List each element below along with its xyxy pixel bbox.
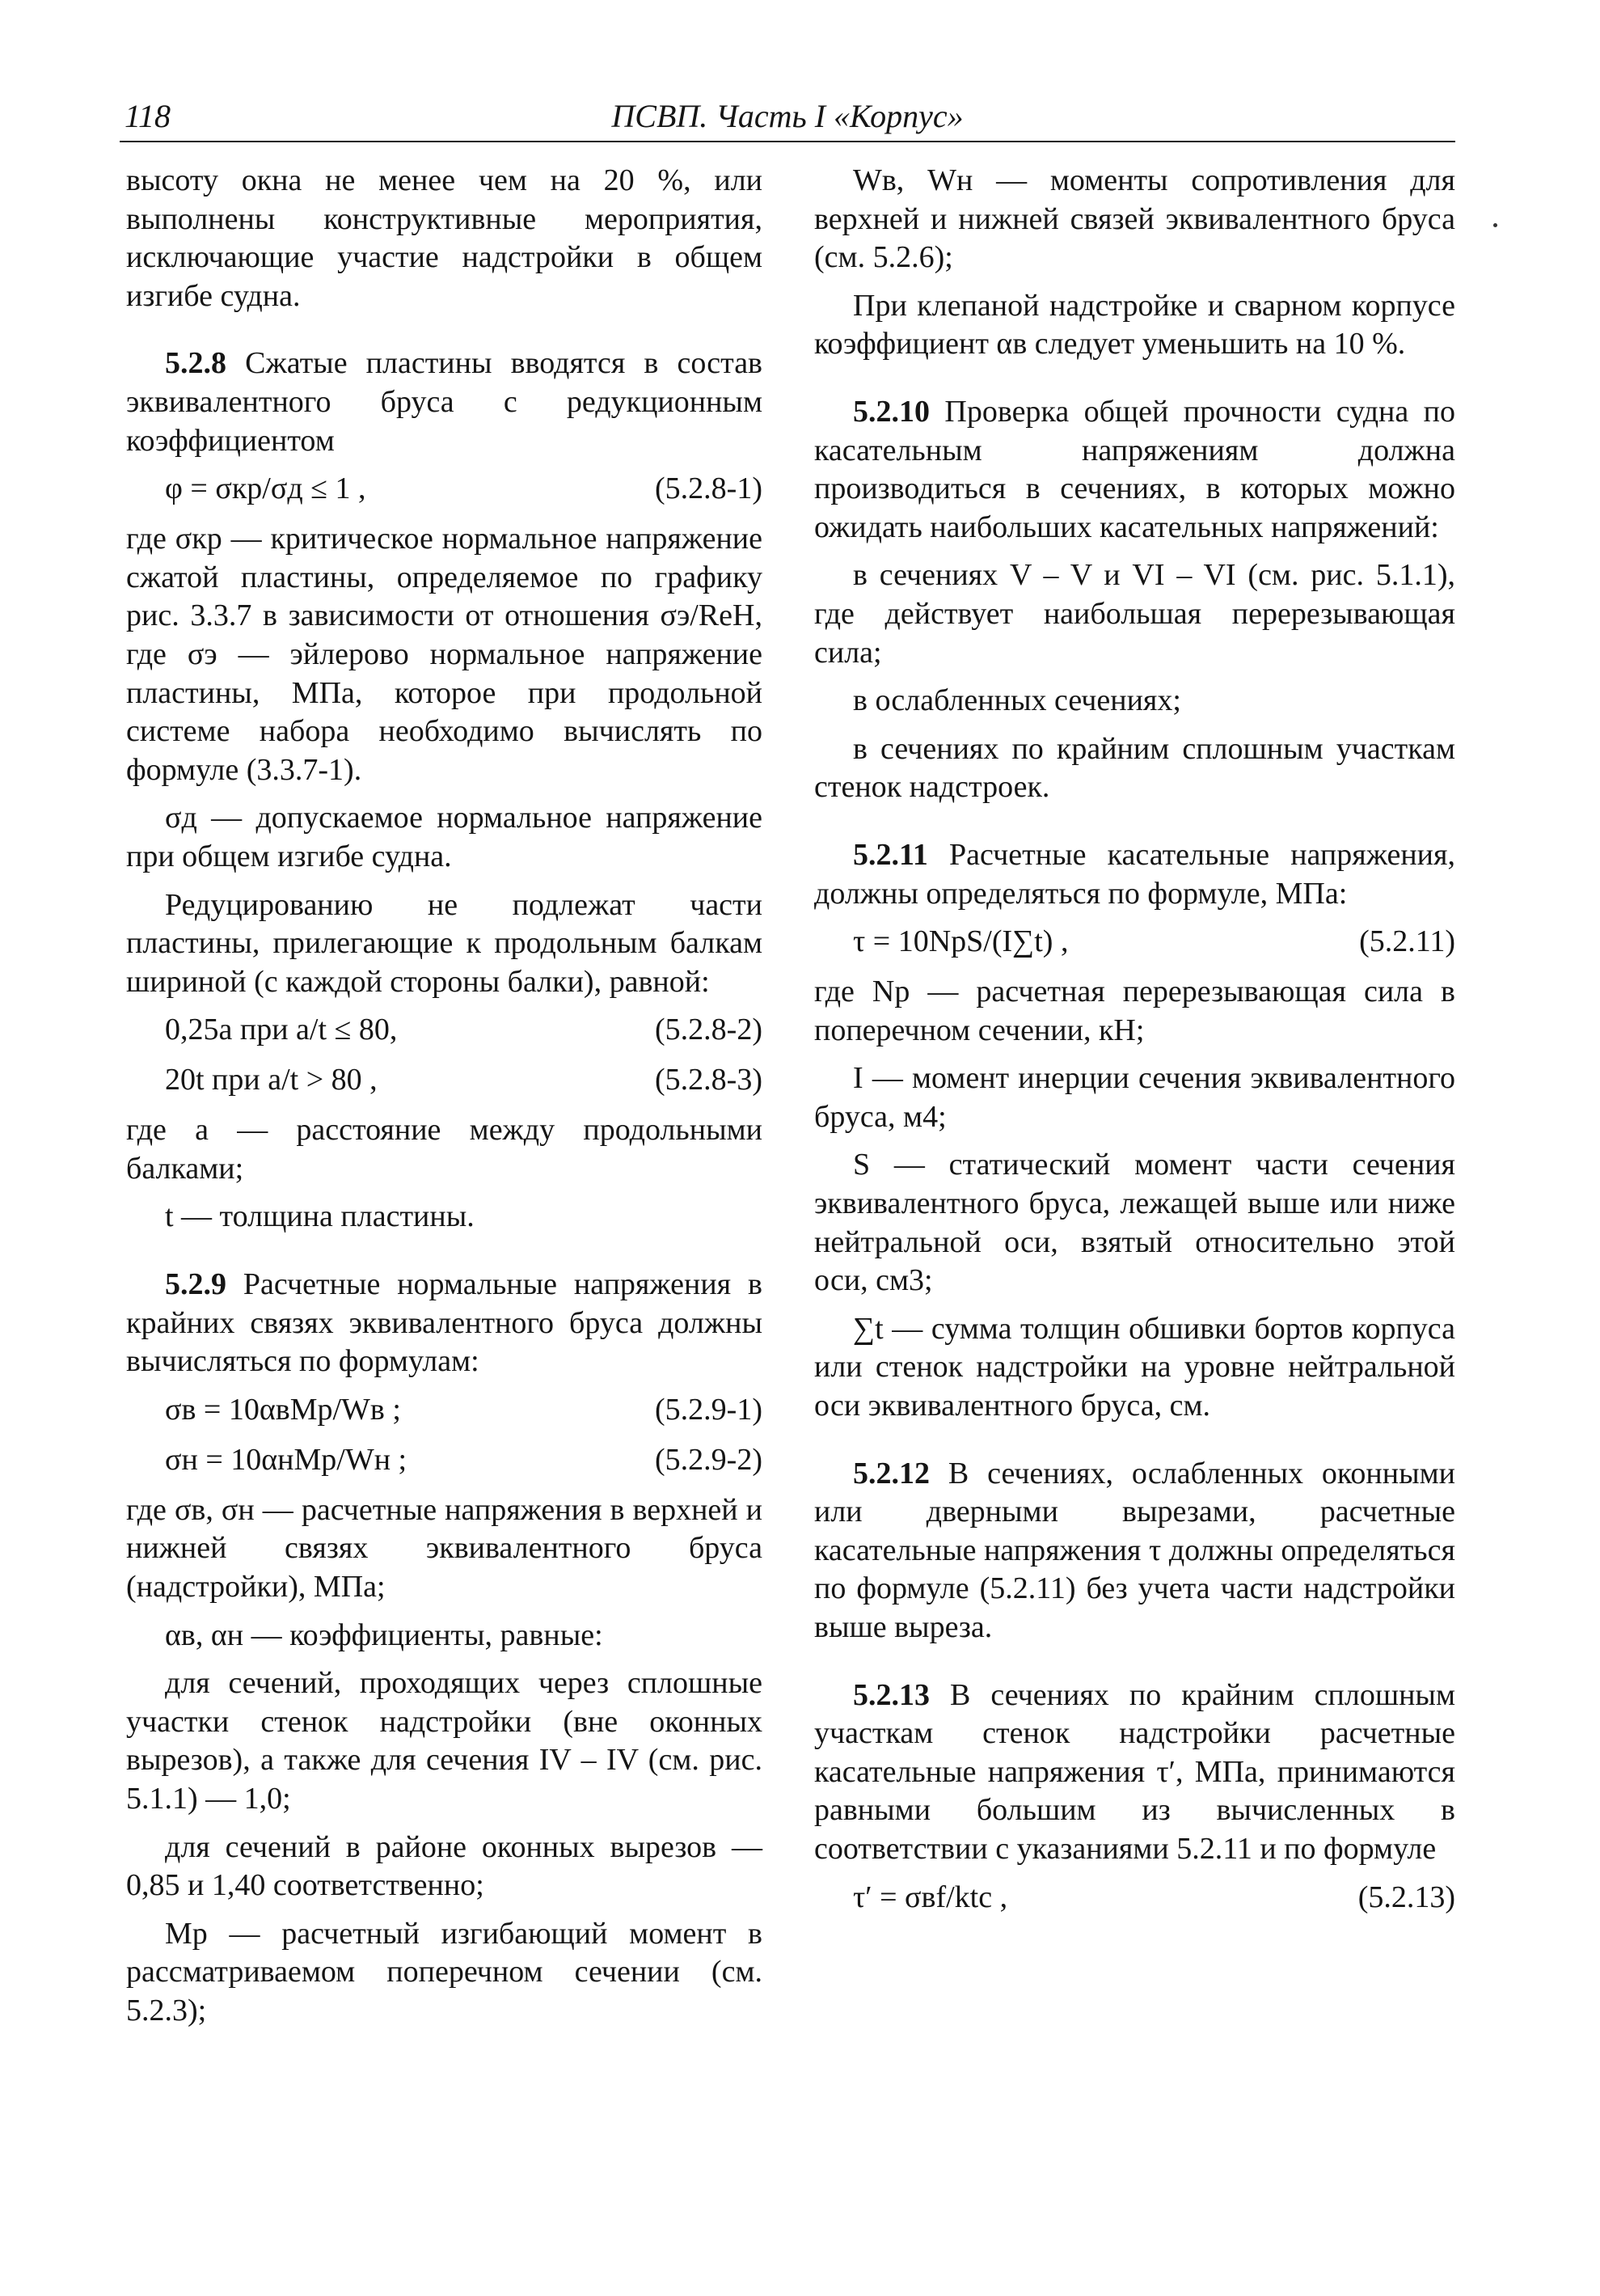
paragraph-static-moment: S — статический момент части сечения эквивалентного бруса, лежащей выше или ниже нейтральной оси, взятый относительно этой оси, см3;	[814, 1148, 1455, 1298]
section-5-2-9	[126, 1266, 762, 1381]
formula-5-2-8-3	[126, 1061, 762, 1101]
paragraph-bending-moment: Mр — расчетный изгибающий момент в рассматриваемом поперечном сечении (см. 5.2.3);	[126, 1916, 762, 2027]
formula-expression: 20t при a/t > 80 ,	[165, 1063, 378, 1097]
section-5-2-12	[814, 1455, 1455, 1647]
formula-5-2-9-1	[126, 1391, 762, 1431]
page-header	[120, 94, 1455, 142]
section-number: 5.2.11	[853, 837, 928, 872]
section-number: 5.2.12	[853, 1456, 930, 1490]
section-text: В сечениях по крайним сплошным участкам стенок надстройки расчетные касательные напряжения τ′, МПа, принимаются равными большим из вычисленных в соответствии с указаниями 5.2.11 и по формуле	[814, 1677, 1455, 1866]
formula-5-2-13	[814, 1879, 1455, 1919]
section-number: 5.2.9	[165, 1267, 226, 1302]
formula-5-2-8-2	[126, 1011, 762, 1051]
section-5-2-11	[814, 836, 1455, 913]
paragraph-sections-v-vi: в сечениях V – V и VI – VI (см. рис. 5.1.1), где действует наибольшая перерезывающая сила;	[814, 558, 1455, 670]
section-5-2-10	[814, 393, 1455, 547]
formula-5-2-11	[814, 923, 1455, 963]
section-number: 5.2.13	[853, 1677, 930, 1712]
paragraph-design-stresses: где σв, σн — расчетные напряжения в верхней и нижней связях эквивалентного бруса (надстройки), МПа;	[126, 1492, 762, 1605]
formula-expression: 0,25a при a/t ≤ 80,	[165, 1013, 398, 1047]
paragraph-section-moduli: Wв, Wн — моменты сопротивления для верхней и нижней связей эквивалентного бруса (см. 5.2.6);	[814, 163, 1455, 275]
section-text: В сечениях, ослабленных оконными или дверными вырезами, расчетные касательные напряжения τ должны определяться по формуле (5.2.11) без учета части надстройки выше выреза.	[814, 1456, 1456, 1644]
scan-speck	[1493, 223, 1497, 227]
section-number: 5.2.8	[165, 346, 226, 381]
right-column	[814, 162, 1455, 1929]
formula-number: (5.2.8-2)	[655, 1013, 762, 1047]
paragraph-thickness-t: t — толщина пластины.	[165, 1199, 475, 1234]
formula-number: (5.2.9-1)	[655, 1392, 762, 1427]
paragraph-end-sections: в сечениях по крайним сплошным участкам стенок надстроек.	[814, 731, 1455, 805]
formula-5-2-9-2	[126, 1441, 762, 1482]
section-number: 5.2.10	[853, 394, 930, 429]
section-text: Расчетные касательные напряжения, должны определяться по формуле, МПа:	[814, 837, 1455, 911]
paragraph-shear-force: где Nр — расчетная перерезывающая сила в поперечном сечении, кН;	[814, 975, 1455, 1047]
running-title: ПСВП. Часть I «Корпус»	[611, 98, 964, 134]
left-column	[126, 162, 762, 2040]
paragraph-moment-of-inertia: I — момент инерции сечения эквивалентного бруса, м4;	[814, 1061, 1455, 1134]
paragraph-weakened-sections: в ослабленных сечениях;	[853, 683, 1181, 718]
formula-expression: σв = 10αвMр/Wв ;	[165, 1392, 401, 1427]
paragraph-window-height: высоту окна не менее чем на 20 %, или выполнены конструктивные мероприятия, исключающие участие надстройки в общем изгибе судна.	[126, 163, 762, 313]
formula-expression: σн = 10αнMр/Wн ;	[165, 1442, 407, 1477]
paragraph-allowable-stress: σд — допускаемое нормальное напряжение при общем изгибе судна.	[126, 801, 762, 873]
page-number: 118	[125, 98, 171, 134]
formula-5-2-8-1	[126, 470, 762, 510]
formula-number: (5.2.8-3)	[655, 1063, 762, 1097]
section-text: Проверка общей прочности судна по касательным напряжениям должна производиться в сечениях, в которых можно ожидать наибольших касательных напряжений:	[814, 394, 1455, 544]
formula-number: (5.2.9-2)	[655, 1442, 762, 1477]
formula-number: (5.2.8-1)	[655, 471, 762, 506]
section-text: Расчетные нормальные напряжения в крайних связях эквивалентного бруса должны вычисляться по формулам:	[126, 1267, 762, 1379]
paragraph-riveted: При клепаной надстройке и сварном корпусе коэффициент αв следует уменьшить на 10 %.	[814, 288, 1455, 362]
paragraph-solid-sections: для сечений, проходящих через сплошные участки стенок надстройки (вне оконных вырезов), а также для сечения IV – IV (см. рис. 5.1.1) — 1,0;	[126, 1666, 762, 1816]
formula-number: (5.2.11)	[1359, 924, 1455, 959]
paragraph-coefficients: αв, αн — коэффициенты, равные:	[165, 1617, 603, 1652]
formula-number: (5.2.13)	[1357, 1880, 1455, 1914]
paragraph-reduction: Редуцированию не подлежат части пластины, прилегающие к продольным балкам шириной (с каждой стороны балки), равной:	[126, 887, 762, 999]
paragraph-distance-a: где a — расстояние между продольными балками;	[126, 1113, 762, 1186]
formula-expression: τ′ = σвf/ktc ,	[853, 1880, 1008, 1914]
paragraph-sum-thickness: ∑t — сумма толщин обшивки бортов корпуса или стенок надстройки на уровне нейтральной оси эквивалентного бруса, см.	[814, 1311, 1455, 1423]
paragraph-critical-stress: где σкр — критическое нормальное напряжение сжатой пластины, определяемое по графику рис. 3.3.7 в зависимости от отношения σэ/ReH, где σэ — эйлерово нормальное напряжение пластины, МПа, которое при продольной системе набора необходимо вычислять по формуле (3.3.7-1).	[126, 522, 762, 787]
section-text: Сжатые пластины вводятся в состав эквивалентного бруса с редукционным коэффициентом	[126, 346, 763, 458]
section-5-2-8	[126, 345, 762, 460]
formula-expression: φ = σкр/σд ≤ 1 ,	[165, 471, 366, 506]
section-5-2-13	[814, 1677, 1455, 1869]
paragraph-window-sections: для сечений в районе оконных вырезов — 0,85 и 1,40 соответственно;	[126, 1829, 762, 1903]
formula-expression: τ = 10NрS/(I∑t) ,	[853, 924, 1069, 959]
